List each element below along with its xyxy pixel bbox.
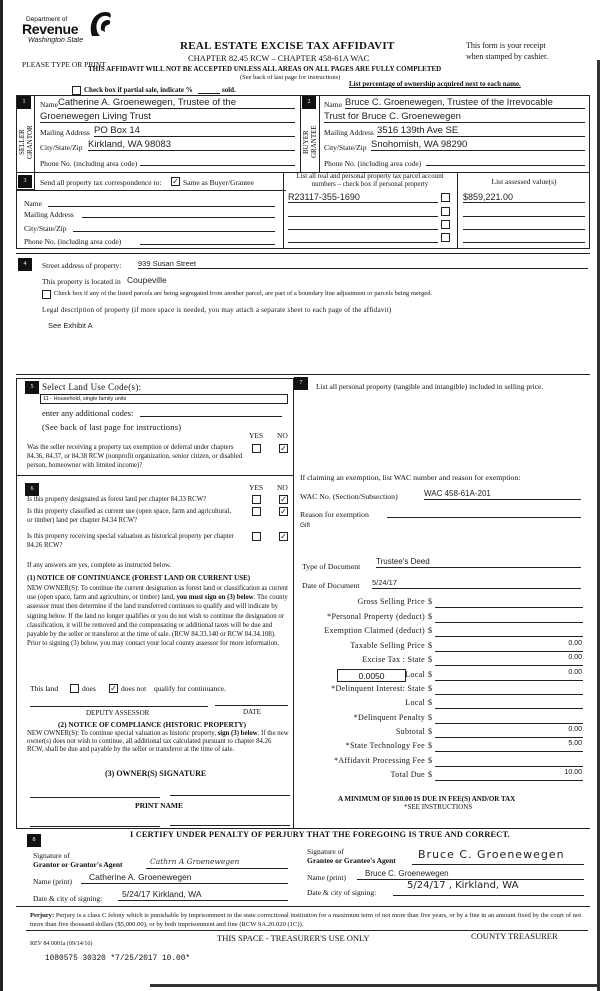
grantor-name-label: Name (print) [33,877,72,886]
sec5-no-header: NO [277,431,288,440]
sec6-no-checkbox[interactable]: ✓ [280,507,287,516]
section-number-8: 8 [27,834,41,847]
if-yes-note: If any answers are yes, complete as instructed below. [27,562,172,569]
notice1-text-bold: you must sign on (3) below [176,594,254,602]
does-not-label: does not [121,684,147,693]
legal-label: Legal description of property (if more space is needed, you may attach a separate sheet to each page of the affidavit) [42,306,392,314]
amount-value: 0.00 [568,726,582,733]
amount-row [300,655,590,668]
section-number-5: 5 [25,381,39,394]
exemption-intro: If claiming an exemption, list WAC number and reason for exemption: [300,473,521,482]
warning-text: THIS AFFIDAVIT WILL NOT BE ACCEPTED UNLESS ALL AREAS ON ALL PAGES ARE FULLY COMPLETED [88,65,442,73]
corr-name-label: Name [24,199,42,208]
exemption-question: Was the seller receiving a property tax exemption or deferral under chapters 84.36, 84.37, or 84.38 RCW (nonprofit organization, senior citizen, or disabled person, homeowner with limited income)? [27,444,243,469]
corr-mailing-label: Mailing Address [24,210,74,219]
form-title: REAL ESTATE EXCISE TAX AFFIDAVIT [180,40,395,52]
assessed-value-field[interactable] [463,232,585,243]
assessed-value-field[interactable] [463,219,585,230]
assessor-date-line[interactable] [215,705,288,706]
dollar-sign: $ [428,684,432,693]
amount-value: 0.00 [568,654,582,661]
grantee-name-field[interactable]: Bruce C. Groenewegen [357,869,584,880]
located-label: This property is located in [42,277,121,286]
sec5-yes-checkbox[interactable] [252,444,261,453]
reason-field[interactable]: Gift [300,522,311,529]
amount-label: Subtotal [395,727,425,736]
legal-description-field[interactable]: See Exhibit A [48,321,93,330]
sec6-no-checkbox[interactable]: ✓ [280,532,287,541]
grantor-sig-label-2: Grantor or Grantor's Agent [33,860,123,869]
grantor-sig-label-1: Signature of [33,851,70,860]
sec6-yes-checkbox[interactable] [252,495,261,504]
grantee-date-field[interactable]: 5/24/17 , Kirkland, WA [393,880,584,896]
segregated-checkbox[interactable] [42,290,51,299]
amount-row [300,770,590,783]
parcel-header: List all real and personal property tax parcel account numbers – check box if personal property [296,172,444,188]
grantor-date-field[interactable]: 5/24/17 Kirkland, WA [118,889,288,901]
amount-row [300,626,590,639]
seller-name-label: Name [40,100,58,109]
notice1-text-b: . The county assessor must then determine if the land transferred continues to qualify and will indicate by signing below. If the land no longer qualifies or you do not wish to continue the designation or classification, it will be removed and the compensating or additional taxes will be due and payable by the seller or transferor at the time of sale. (RCW 84.33.140 or RCW 84.34.108). Prior to signing (3) below, you may contact your local county assessor for more information. [27,594,288,648]
treasurer-stamp: 1080575 30320 *7/25/2017 10.00* [45,955,191,963]
personal-property-checkbox[interactable] [441,193,450,202]
located-field[interactable]: Coupeville [127,275,167,285]
dollar-sign: $ [428,741,432,750]
amount-field[interactable] [435,723,583,724]
column-divider [293,378,294,828]
amount-label: Exemption Claimed (deduct) [324,626,425,635]
amount-label: Gross Selling Price [357,597,425,606]
amount-field[interactable] [435,680,583,681]
additional-codes-label: enter any additional codes: [42,408,134,418]
minimum-due-note: A MINIMUM OF $10.00 IS DUE IN FEE(S) AND/OR TAX [338,795,516,803]
section-number-1: 1 [17,96,31,109]
doc-type-field[interactable]: Trustee's Deed [376,557,581,568]
land-use-select[interactable]: 11 - Household, single family units [40,394,288,404]
receipt-note-2: when stamped by cashier. [466,52,549,61]
grantee-date-label: Date & city of signing: [307,888,377,897]
buyer-phone-label: Phone No. (including area code) [324,159,422,168]
parcel-divider-left [283,172,284,249]
reason-label: Reason for exemption [300,510,369,519]
sec5-no-checkbox[interactable]: ✓ [280,444,287,453]
amount-row [300,684,590,697]
amount-label: Local [405,698,425,707]
parcel-number-field[interactable] [288,219,438,230]
dor-logo-icon [88,10,112,38]
logo-department: Department of [26,16,68,23]
dollar-sign: $ [428,655,432,664]
reason-line[interactable] [387,517,581,518]
perjury-text: Perjury is a class C felony which is punishable by imprisonment in the state correctional institution for a maximum term of not more than five years, or by a fine in an amount fixed by the court of not more than five thousand dollars ($5,000.00), or by both imprisonment and fine (RCW 9A.20.020 (1C)). [30,912,582,928]
notice1-text-a: NEW OWNER(S): To continue the current designation as forest land or classification as current use (open space, farm and agriculture, or timber) land, [27,585,289,602]
corr-phone-field[interactable] [140,238,275,245]
amount-field[interactable] [435,751,583,752]
amount-field[interactable] [435,636,583,637]
notice-compliance-title: (2) NOTICE OF COMPLIANCE (HISTORIC PROPERTY) [58,720,247,729]
seller-city-label: City/State/Zip [40,143,83,152]
scan-edge-bottom [150,984,600,987]
land-use-see-back: (See back of last page for instructions) [42,422,182,432]
section-number-2: 2 [302,96,316,109]
buyer-name-line1[interactable]: Bruce C. Groenewegen, Trustee of the Irrevocable [345,97,585,109]
county-treasurer-label: COUNTY TREASURER [471,931,558,941]
dollar-sign: $ [428,727,432,736]
grantor-label: GRANTOR [26,125,34,159]
logo-state: Washington State [28,37,84,44]
ownership-note: List percentage of ownership acquired next to each name. [349,80,521,88]
personal-property-checkbox[interactable] [441,207,450,216]
amount-label: Total Due [390,770,425,779]
wac-field[interactable]: WAC 458-61A-201 [424,489,581,500]
amount-label: *Delinquent Interest: State [331,684,425,693]
amount-value: 10.00 [564,769,582,776]
corr-name-field[interactable] [48,200,275,207]
dollar-sign: $ [428,670,432,679]
dollar-sign: $ [428,698,432,707]
amount-row [300,756,590,769]
please-type-label: PLEASE TYPE OR PRINT [22,60,106,69]
buyer-city-field[interactable]: Snohomish, WA 98290 [371,139,585,151]
grantee-sig-label-1: Signature of [307,847,344,856]
owner-signature-line-2[interactable] [170,795,290,796]
sec8-top-divider [16,828,590,829]
amount-field[interactable] [435,694,583,695]
buyer-name-label: Name [324,100,342,109]
assessed-header: List assessed value(s) [491,177,557,186]
dollar-sign: $ [428,641,432,650]
seller-mailing-field[interactable]: PO Box 14 [94,125,295,137]
certify-statement: I CERTIFY UNDER PENALTY OF PERJURY THAT THE FOREGOING IS TRUE AND CORRECT. [130,830,510,839]
local-rate-box[interactable]: 0.0050 [337,669,406,682]
section-number-4: 4 [18,258,32,271]
notice-compliance-body [27,730,289,755]
segregated-label: Check box if any of the listed parcels are being segregated from another parcel, are part of a boundary line adjustment or parcels being merged. [54,290,433,297]
deputy-assessor-signature-line[interactable] [30,706,208,707]
same-as-buyer-label: Same as Buyer/Grantee [183,178,254,187]
section-number-3: 3 [18,175,32,188]
qualify-label: qualify for continuance. [154,684,226,693]
buyer-city-label: City/State/Zip [324,143,367,152]
amount-label: *Personal Property (deduct) [327,612,425,621]
date-label: DATE [243,708,261,716]
sec6-question-text: Is this property receiving special valuation as historical property per chapter 84.26 RCW? [27,533,234,549]
amount-field[interactable] [435,622,583,623]
seller-grantor-label [18,118,34,166]
deputy-assessor-label: DEPUTY ASSESSOR [86,709,150,717]
sec6-yes-checkbox[interactable] [252,532,261,541]
seller-phone-field[interactable] [140,157,295,166]
buyer-phone-field[interactable] [426,157,585,166]
partial-percent-field[interactable] [198,93,220,94]
buyer-label: BUYER [302,130,310,154]
street-field[interactable]: 939 Susan Street [138,259,588,269]
buyer-name-line2[interactable]: Trust for Bruce C. Groenewegen [324,111,585,123]
wac-label: WAC No. (Section/Subsection) [300,492,398,501]
parcel-number-field[interactable]: R23117-355-1690 [288,192,438,203]
section-number-7: 7 [294,377,308,390]
dollar-sign: $ [428,597,432,606]
amount-field[interactable] [435,651,583,652]
seller-name-line2[interactable]: Groenewegen Living Trust [40,111,295,123]
dollar-sign: $ [428,713,432,722]
dor-logo [22,8,122,48]
parcel-number-field[interactable] [288,232,438,243]
grantee-signature-field[interactable]: Bruce C. Groenewegen [412,848,584,865]
notice2-text-a: NEW OWNER(S): To continue special valuation as historic property, [27,730,218,737]
this-land-label: This land [30,684,59,693]
notice2-text-b: . If the new owner(s) does not wish to continue, all additional tax calculated pursuant to chapter 84.26 RCW, shall be due and payable by the seller or transferor at the time of sale. [27,730,289,754]
buyer-grantee-label [302,118,319,166]
amount-label: Excise Tax : State [362,655,425,664]
scan-edge-left [0,0,3,991]
amount-label: *Affidavit Processing Fee [334,756,425,765]
doc-type-label: Type of Document [302,562,361,571]
parcel-divider-mid [457,172,458,249]
amount-field[interactable] [435,737,583,738]
notice-continuance-body [27,584,289,648]
owner-signature-line-1[interactable] [30,797,160,798]
amount-field[interactable] [435,766,583,767]
amount-row [300,698,590,711]
amount-value: 0.00 [568,669,582,676]
does-not-checkbox[interactable]: ✓ [110,684,117,693]
amount-row [300,727,590,740]
amount-row [300,597,590,610]
grantee-label: GRANTEE [310,125,318,159]
additional-codes-field[interactable] [140,416,282,417]
corr-city-field[interactable] [73,225,275,232]
seller-city-field[interactable]: Kirkland, WA 98083 [88,139,295,151]
notice-continuance-title: (1) NOTICE OF CONTINUANCE (FOREST LAND OR CURRENT USE) [27,574,251,582]
buyer-mailing-label: Mailing Address [324,128,374,137]
doc-date-label: Date of Document [302,581,360,590]
amount-label: Local [405,670,425,679]
dollar-sign: $ [428,770,432,779]
amount-row [300,713,590,726]
see-back-note: (See back of last page for instructions) [240,74,341,81]
street-label: Street address of property: [42,261,122,270]
same-as-buyer-checkbox[interactable]: ✓ [172,177,179,186]
amount-field[interactable] [435,708,583,709]
logo-revenue: Revenue [22,21,79,37]
sec6-yes-checkbox[interactable] [252,507,261,516]
grantee-name-label: Name (print) [307,873,346,882]
amount-row [300,612,590,625]
grantor-name-field[interactable]: Catherine A. Groenewegen [81,872,288,884]
sec3-divider [16,190,286,191]
partial-sale-checkbox[interactable] [72,86,81,95]
perjury-divider [16,906,590,907]
grantee-sig-label-2: Grantee or Grantee's Agent [307,856,396,865]
perjury-label: Perjury: [30,912,55,919]
does-label: does [82,684,96,693]
sec6-question-text: Is this property classified as current use (open space, farm and agricultural, or timber) land per chapter 84.34 RCW? [27,508,232,524]
amount-value: 0.00 [568,640,582,647]
amount-row [300,741,590,754]
personal-property-checkbox[interactable] [441,233,450,242]
grantor-signature-field[interactable]: Cathrn A Groenewegen [146,857,288,869]
corr-mailing-field[interactable] [82,211,275,218]
sec5-yes-header: YES [249,431,264,440]
sec6-no-header: NO [277,483,288,492]
sec6-divider [16,475,293,476]
corr-phone-label: Phone No. (including area code) [24,237,122,246]
parcel-number-field[interactable] [288,206,438,217]
perjury-statement [30,911,590,929]
sec6-no-checkbox[interactable]: ✓ [280,495,287,504]
personal-property-checkbox[interactable] [441,220,450,229]
receipt-note-1: This form is your receipt [466,41,546,50]
dollar-sign: $ [428,612,432,621]
buyer-mailing-field[interactable]: 3516 139th Ave SE [377,125,585,137]
land-use-label: Select Land Use Code(s): [42,382,142,392]
amount-row [300,641,590,654]
section4-box [16,253,590,375]
dollar-sign: $ [428,756,432,765]
seller-phone-label: Phone No. (including area code) [40,159,138,168]
partial-sold-label: sold. [222,86,236,94]
notice2-text-bold: sign (3) below [217,730,258,737]
grantor-date-label: Date & city of signing: [33,894,103,903]
amount-field[interactable] [435,665,583,666]
amount-field[interactable] [435,780,583,781]
amount-label: Taxable Selling Price [350,641,425,650]
partial-sale-label: Check box if partial sale, indicate % [84,86,193,94]
section-number-6: 6 [25,483,39,496]
amount-field[interactable] [435,607,583,608]
owner-signature-title: (3) OWNER(S) SIGNATURE [105,769,207,778]
print-name-line-1[interactable] [30,826,160,827]
amount-value: 5.00 [568,740,582,747]
form-subtitle: CHAPTER 82.45 RCW – CHAPTER 458-61A WAC [188,53,370,63]
dollar-sign: $ [428,626,432,635]
sec6-question-text: Is this property designated as forest land per chapter 84.33 RCW? [27,496,207,503]
does-checkbox[interactable] [70,684,79,693]
corr-city-label: City/State/Zip [24,224,67,233]
seller-name-line1[interactable]: Catherine A. Groenewegen, Trustee of the [58,97,295,109]
seller-label: SELLER [18,129,26,155]
amount-label: *Delinquent Penalty [353,713,425,722]
doc-date-field[interactable]: 5/24/17 [372,578,581,589]
assessed-value-field[interactable] [463,206,585,217]
print-name-line-2[interactable] [170,825,290,826]
amount-label: *State Technology Fee [345,741,425,750]
form-number: REV 84 0001a (09/14/16) [30,941,93,947]
treasurer-use-label: THIS SPACE - TREASURER'S USE ONLY [217,933,370,943]
amount-row [300,670,590,683]
sec6-yes-header: YES [249,483,264,492]
send-correspondence-label: Send all property tax correspondence to: [40,178,162,187]
see-instructions-note: *SEE INSTRUCTIONS [404,803,473,811]
assessed-value-field[interactable]: $859,221.00 [463,192,585,203]
personal-property-label: List all personal property (tangible and intangible) included in selling price. [316,382,544,391]
print-name-label: PRINT NAME [135,801,183,810]
seller-mailing-label: Mailing Address [40,128,90,137]
